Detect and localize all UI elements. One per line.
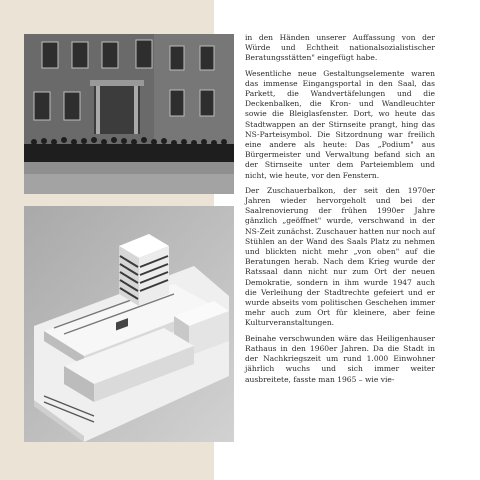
paragraph-3: Der Zuschauerbalkon, der seit den 1970er Jahren wieder hervorgeholt und bei der Saalrenovierung der frühen 1990er Jahre gänzlich „geöffnet" wurde, verschwand in der NS-Zeit zunächst. Zuschauer hatten nur noch auf Stühlen an der Wand des Saals Platz zu nehmen und blickten nicht mehr „von oben" auf die Beratungen herab. Nach dem Krieg wurde der Ratssaal dann nicht nur zum Ort der neuen Demokratie, sondern in ihm wurde 1947 auch die Verleihung der Stadtrechte gefeiert und er wurde abseits vom politischen Geschehen immer mehr auch zum Ort für kleinere, aber feine Kulturveranstaltungen. [245,185,435,328]
town-hall-crowd-illustration [24,34,234,194]
paragraph-2: Wesentliche neue Gestaltungselemente waren das immense Eingangsportal in den Saal, das Parkett, die Wandvertäfelungen und die Deckenbalken, die Kron- und Wandleuchter sowie die Bleiglasfenster. Dort, wo heute das Stadtwappen an der Stirnseite prangt, hing das NS-Parteisymbol. Die Sitzordnung war freilich eine andere als heute: Das „Podium" aus Bürgermeister und Verwaltung befand sich an der Stirnseite unter dem Parteiemblem und nicht, wie heute, vor den Fenstern. [245,68,435,180]
paragraph-4: Beinahe verschwunden wäre das Heiligenhauser Rathaus in den 1960er Jahren. Da die Stadt in der Nachkriegszeit um rund 1.000 Einwohner jährlich wuchs und sich immer weiter ausbreitete, fasste man 1965 – wie vie- [245,333,435,384]
paragraph-1: in den Händen unserer Auffassung von der Würde und Echtheit nationalsozialistischer Beratungsstätten" eingefügt habe. [245,33,435,63]
architectural-model-photo [24,206,234,442]
article-text-column [245,33,435,390]
town-hall-crowd-photo [24,34,234,194]
architectural-model-illustration [24,206,234,442]
